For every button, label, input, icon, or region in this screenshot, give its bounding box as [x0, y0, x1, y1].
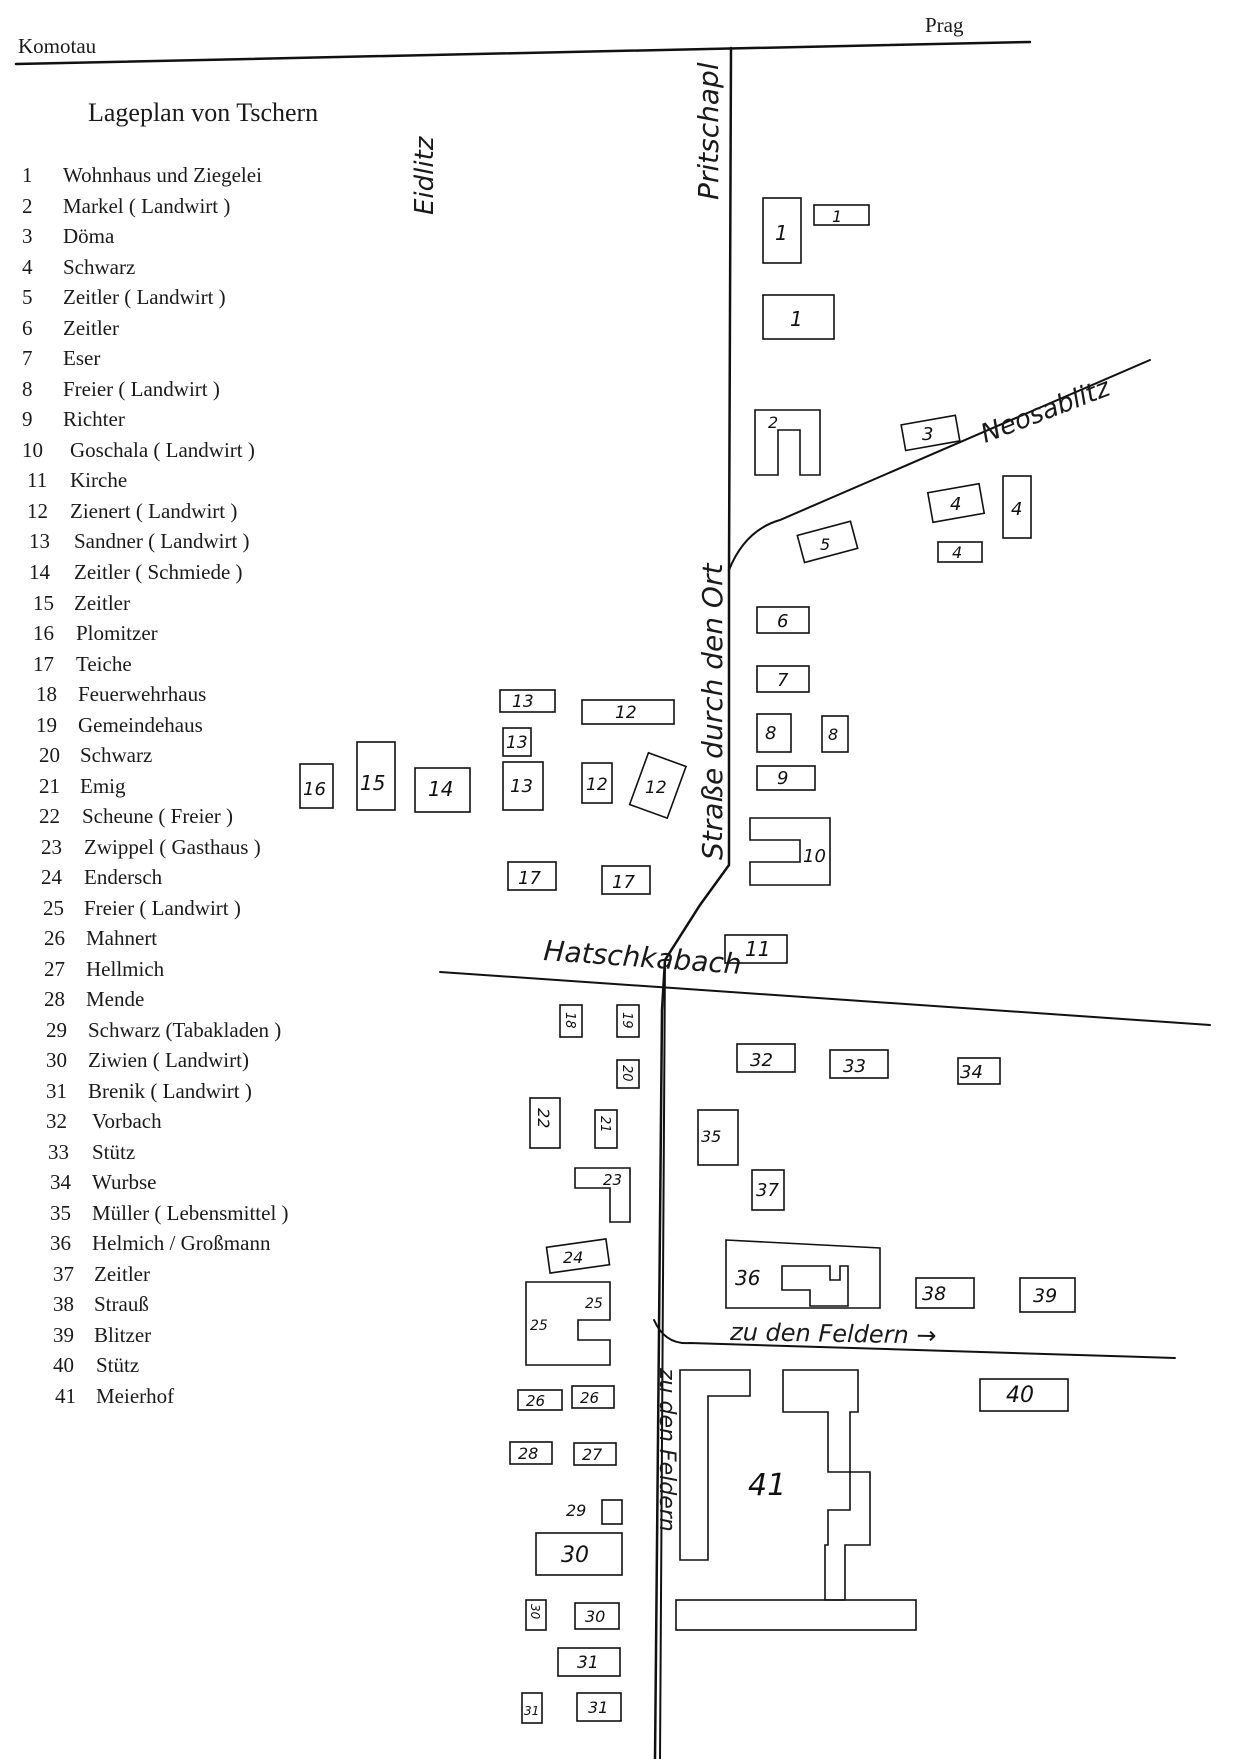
legend-item	[39, 743, 152, 767]
building-37	[752, 1170, 784, 1210]
legend-item	[22, 316, 119, 340]
svg-text:36: 36	[50, 1231, 71, 1255]
svg-text:Stütz: Stütz	[92, 1140, 136, 1164]
legend-item	[50, 1201, 289, 1225]
svg-text:Mende: Mende	[86, 987, 145, 1011]
svg-text:24: 24	[563, 1248, 584, 1267]
svg-text:13: 13	[506, 733, 528, 753]
svg-text:19: 19	[36, 713, 57, 737]
svg-text:35: 35	[50, 1201, 71, 1225]
legend-item	[43, 896, 241, 920]
legend-item	[33, 621, 158, 645]
place-komotau: Komotau	[18, 34, 97, 58]
svg-text:30: 30	[528, 1604, 542, 1620]
svg-text:2: 2	[22, 194, 33, 218]
building-22	[530, 1098, 560, 1148]
building-7	[757, 666, 809, 692]
svg-text:Zeitler: Zeitler	[63, 316, 119, 340]
legend-item	[44, 987, 144, 1011]
road-to-pritschapl	[729, 48, 731, 570]
building-19	[617, 1005, 639, 1037]
svg-text:3: 3	[22, 224, 33, 248]
svg-text:28: 28	[44, 987, 65, 1011]
legend	[22, 163, 289, 1408]
legend-item	[46, 1109, 162, 1133]
svg-text:14: 14	[428, 777, 454, 801]
svg-text:31: 31	[588, 1698, 609, 1717]
building-4	[928, 484, 984, 523]
place-neosablitz: Neosablitz	[976, 372, 1115, 450]
legend-item	[44, 957, 165, 981]
svg-text:34: 34	[50, 1170, 71, 1194]
building-32	[737, 1044, 795, 1072]
building-26	[572, 1386, 614, 1408]
svg-text:24: 24	[41, 865, 62, 889]
building-13	[503, 762, 543, 810]
svg-text:26: 26	[44, 926, 65, 950]
svg-text:22: 22	[534, 1108, 553, 1129]
svg-text:26: 26	[580, 1389, 600, 1407]
building-4	[1003, 476, 1031, 538]
svg-text:Müller ( Lebensmittel ): Müller ( Lebensmittel )	[92, 1201, 289, 1225]
svg-text:10: 10	[22, 438, 43, 462]
svg-text:Wohnhaus und Ziegelei: Wohnhaus und Ziegelei	[63, 163, 262, 187]
svg-text:Sandner ( Landwirt ): Sandner ( Landwirt )	[74, 529, 250, 553]
svg-text:36: 36	[735, 1266, 761, 1290]
svg-text:31: 31	[46, 1079, 67, 1103]
building-26	[518, 1390, 562, 1410]
legend-item	[22, 346, 100, 370]
svg-text:32: 32	[750, 1050, 773, 1071]
svg-text:17: 17	[33, 652, 54, 676]
legend-item	[36, 713, 203, 737]
svg-text:Teiche: Teiche	[76, 652, 132, 676]
svg-text:5: 5	[820, 535, 831, 554]
svg-text:38: 38	[53, 1292, 74, 1316]
building-35	[698, 1110, 738, 1165]
svg-text:1: 1	[790, 307, 803, 331]
svg-text:18: 18	[562, 1012, 577, 1029]
place-eidlitz: Eidlitz	[410, 136, 440, 215]
building-31	[558, 1648, 620, 1676]
building-30	[526, 1600, 546, 1630]
building-31	[522, 1693, 542, 1723]
building-38	[916, 1278, 974, 1308]
building-6	[757, 607, 809, 633]
building-8	[757, 714, 791, 752]
legend-item	[53, 1262, 150, 1286]
svg-text:31: 31	[577, 1653, 599, 1673]
legend-item	[22, 255, 135, 279]
svg-text:Schwarz (Tabakladen ): Schwarz (Tabakladen )	[88, 1018, 282, 1042]
svg-text:26: 26	[526, 1392, 546, 1410]
svg-text:9: 9	[22, 407, 33, 431]
building-17	[602, 866, 650, 894]
svg-text:Hellmich: Hellmich	[86, 957, 165, 981]
svg-text:Helmich / Großmann: Helmich / Großmann	[92, 1231, 271, 1255]
svg-text:37: 37	[53, 1262, 74, 1286]
svg-text:30: 30	[585, 1607, 606, 1626]
svg-text:Zeitler: Zeitler	[94, 1262, 150, 1286]
svg-text:Ziwien ( Landwirt): Ziwien ( Landwirt)	[88, 1048, 249, 1072]
legend-item	[50, 1170, 156, 1194]
legend-item	[22, 224, 115, 248]
legend-item	[39, 804, 233, 828]
building-24	[546, 1239, 609, 1273]
svg-text:8: 8	[828, 725, 839, 744]
svg-text:1: 1	[22, 163, 33, 187]
svg-text:Markel ( Landwirt ): Markel ( Landwirt )	[63, 194, 231, 218]
stream-hatschkabach	[440, 972, 1210, 1025]
svg-text:40: 40	[1006, 1383, 1034, 1408]
svg-text:Zeitler ( Landwirt ): Zeitler ( Landwirt )	[63, 285, 226, 309]
svg-text:25: 25	[585, 1296, 603, 1312]
svg-text:Plomitzer: Plomitzer	[76, 621, 158, 645]
building-15	[357, 742, 395, 810]
svg-text:7: 7	[777, 670, 789, 691]
svg-text:21: 21	[39, 774, 60, 798]
svg-text:Mahnert: Mahnert	[86, 926, 158, 950]
svg-text:Zwippel ( Gasthaus ): Zwippel ( Gasthaus )	[84, 835, 261, 859]
legend-item	[22, 163, 262, 187]
svg-text:Blitzer: Blitzer	[94, 1323, 152, 1347]
svg-text:28: 28	[518, 1444, 539, 1463]
legend-item	[48, 1140, 135, 1164]
svg-text:Schwarz: Schwarz	[63, 255, 136, 279]
legend-item	[41, 865, 163, 889]
svg-text:7: 7	[22, 346, 33, 370]
building-23	[575, 1168, 630, 1222]
legend-item	[53, 1292, 149, 1316]
legend-item	[33, 652, 132, 676]
svg-text:6: 6	[777, 611, 789, 632]
svg-text:Strauß: Strauß	[94, 1292, 149, 1316]
svg-text:18: 18	[36, 682, 57, 706]
svg-text:27: 27	[582, 1445, 603, 1464]
legend-item	[46, 1079, 252, 1103]
svg-text:4: 4	[950, 494, 962, 515]
building-33	[830, 1050, 888, 1078]
legend-item	[22, 194, 230, 218]
main-road-komotau-prag	[16, 42, 1030, 64]
legend-item	[27, 468, 127, 492]
place-pritschapl: Pritschapl	[692, 62, 725, 200]
svg-text:Wurbse: Wurbse	[92, 1170, 157, 1194]
svg-text:1: 1	[775, 221, 788, 245]
svg-text:Freier ( Landwirt ): Freier ( Landwirt )	[63, 377, 220, 401]
building-41	[676, 1370, 916, 1630]
svg-text:Goschala ( Landwirt ): Goschala ( Landwirt )	[70, 438, 255, 462]
svg-text:Zeitler ( Schmiede ): Zeitler ( Schmiede )	[74, 560, 243, 584]
legend-item	[22, 285, 226, 309]
svg-text:13: 13	[512, 692, 534, 712]
stream-label: Hatschkabach	[542, 934, 743, 981]
legend-item	[33, 591, 130, 615]
svg-text:33: 33	[48, 1140, 69, 1164]
svg-text:17: 17	[612, 872, 635, 893]
building-40	[980, 1379, 1068, 1411]
svg-text:20: 20	[39, 743, 60, 767]
svg-text:13: 13	[29, 529, 50, 553]
svg-text:25: 25	[530, 1318, 548, 1334]
building-1	[763, 295, 834, 339]
svg-text:6: 6	[22, 316, 33, 340]
legend-item	[41, 835, 261, 859]
road-label-main-street: Straße durch den Ort	[696, 563, 729, 860]
svg-text:35: 35	[701, 1127, 722, 1146]
svg-text:20: 20	[619, 1065, 634, 1082]
svg-text:3: 3	[922, 424, 934, 445]
building-29	[566, 1500, 622, 1524]
legend-item	[44, 926, 157, 950]
svg-text:33: 33	[843, 1056, 866, 1077]
svg-text:21: 21	[597, 1116, 612, 1133]
svg-text:Feuerwehrhaus: Feuerwehrhaus	[78, 682, 207, 706]
road-label-fields-south: zu den Feldern	[654, 1368, 679, 1532]
svg-text:37: 37	[756, 1180, 779, 1201]
building-30	[575, 1603, 619, 1629]
legend-item	[53, 1353, 139, 1377]
legend-item	[53, 1323, 151, 1347]
svg-text:Schwarz: Schwarz	[80, 743, 153, 767]
svg-text:15: 15	[33, 591, 54, 615]
svg-text:34: 34	[960, 1062, 983, 1083]
svg-text:Zienert ( Landwirt ): Zienert ( Landwirt )	[70, 499, 238, 523]
svg-text:Emig: Emig	[80, 774, 126, 798]
svg-text:22: 22	[39, 804, 60, 828]
svg-text:Endersch: Endersch	[84, 865, 163, 889]
svg-text:Freier ( Landwirt ): Freier ( Landwirt )	[84, 896, 241, 920]
svg-text:11: 11	[745, 937, 771, 961]
svg-text:30: 30	[46, 1048, 67, 1072]
legend-item	[29, 529, 250, 553]
building-20	[617, 1060, 639, 1088]
building-13	[503, 728, 531, 756]
building-18	[560, 1005, 582, 1037]
building-28	[510, 1442, 552, 1464]
svg-text:25: 25	[43, 896, 64, 920]
svg-text:4: 4	[22, 255, 33, 279]
building-10	[750, 818, 830, 885]
building-8	[822, 716, 848, 752]
svg-text:40: 40	[53, 1353, 74, 1377]
svg-text:5: 5	[22, 285, 33, 309]
svg-text:12: 12	[615, 703, 637, 723]
building-13	[500, 690, 555, 712]
legend-item	[22, 438, 255, 462]
building-16	[300, 764, 333, 808]
svg-text:Meierhof: Meierhof	[96, 1384, 175, 1408]
svg-text:12: 12	[27, 499, 48, 523]
svg-text:Brenik ( Landwirt ): Brenik ( Landwirt )	[88, 1079, 252, 1103]
building-25	[526, 1282, 610, 1365]
svg-text:30: 30	[561, 1543, 589, 1568]
building-27	[574, 1443, 616, 1465]
svg-text:8: 8	[765, 723, 777, 744]
legend-item	[36, 682, 206, 706]
legend-item	[22, 377, 220, 401]
svg-text:39: 39	[1033, 1285, 1058, 1307]
svg-text:Döma: Döma	[63, 224, 115, 248]
svg-text:9: 9	[777, 768, 789, 789]
svg-text:10: 10	[803, 846, 826, 867]
svg-text:39: 39	[53, 1323, 74, 1347]
svg-text:Kirche: Kirche	[70, 468, 128, 492]
svg-text:4: 4	[952, 543, 963, 562]
svg-text:19: 19	[619, 1012, 634, 1029]
svg-text:Stütz: Stütz	[96, 1353, 140, 1377]
building-5	[797, 521, 857, 562]
svg-text:11: 11	[27, 468, 48, 492]
svg-text:29: 29	[566, 1501, 587, 1520]
svg-text:12: 12	[645, 778, 667, 798]
svg-text:13: 13	[510, 776, 533, 797]
svg-text:16: 16	[33, 621, 54, 645]
building-39	[1020, 1278, 1075, 1312]
svg-text:1: 1	[832, 207, 843, 226]
building-2	[755, 410, 820, 475]
building-12	[630, 753, 686, 818]
building-14	[415, 768, 470, 812]
svg-text:17: 17	[518, 868, 541, 889]
building-4	[938, 542, 982, 562]
svg-text:2: 2	[768, 413, 779, 432]
building-21	[595, 1110, 617, 1148]
legend-item	[50, 1231, 271, 1255]
svg-text:Richter: Richter	[63, 407, 125, 431]
legend-item	[55, 1384, 174, 1408]
building-17	[508, 862, 556, 890]
svg-text:31: 31	[524, 1704, 540, 1718]
svg-text:Scheune ( Freier ): Scheune ( Freier )	[82, 804, 234, 828]
building-1	[763, 198, 801, 263]
svg-text:27: 27	[44, 957, 65, 981]
svg-text:Gemeindehaus: Gemeindehaus	[78, 713, 203, 737]
road-label-fields-east: zu den Feldern →	[729, 1318, 937, 1350]
building-9	[757, 766, 815, 790]
legend-item	[46, 1018, 281, 1042]
building-36	[726, 1240, 880, 1308]
building-12	[582, 763, 612, 803]
map-title: Lageplan von Tschern	[88, 98, 319, 127]
svg-text:38: 38	[922, 1283, 947, 1305]
svg-text:15: 15	[360, 771, 386, 795]
svg-text:8: 8	[22, 377, 33, 401]
building-1	[814, 205, 869, 226]
legend-item	[39, 774, 126, 798]
legend-item	[46, 1048, 249, 1072]
svg-text:23: 23	[603, 1171, 623, 1189]
svg-text:23: 23	[41, 835, 62, 859]
svg-text:14: 14	[29, 560, 50, 584]
svg-text:Vorbach: Vorbach	[92, 1109, 162, 1133]
svg-text:Eser: Eser	[63, 346, 101, 370]
legend-item	[27, 499, 237, 523]
legend-item	[22, 407, 125, 431]
svg-text:Zeitler: Zeitler	[74, 591, 130, 615]
svg-text:29: 29	[46, 1018, 67, 1042]
svg-text:32: 32	[46, 1109, 67, 1133]
svg-text:12: 12	[586, 775, 608, 795]
building-30	[536, 1533, 622, 1575]
svg-text:41: 41	[55, 1384, 76, 1408]
legend-item	[29, 560, 243, 584]
building-34	[958, 1058, 1000, 1084]
svg-text:41: 41	[748, 1468, 787, 1503]
svg-text:16: 16	[303, 779, 326, 800]
building-12	[582, 700, 674, 724]
building-31	[577, 1693, 621, 1721]
place-prag: Prag	[925, 13, 964, 37]
svg-text:4: 4	[1011, 499, 1023, 520]
